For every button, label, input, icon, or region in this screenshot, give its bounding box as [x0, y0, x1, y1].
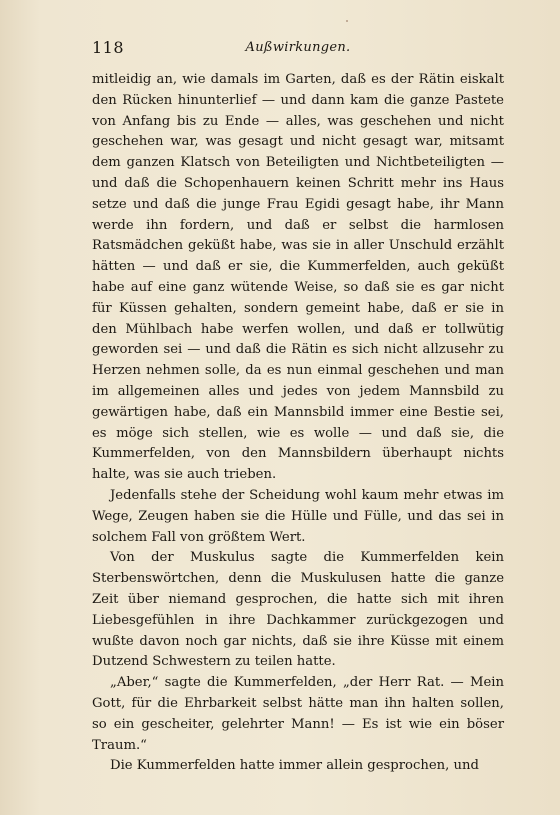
page-number: 118 — [92, 38, 125, 57]
paragraph-continued: mitleidig an, wie damals im Garten, daß es der Rätin eiskalt den Rücken hinunterlief — und dann kam die ganze Pastete von Anfang bis zu Ende — alles, was geschehen und nicht geschehen war, was gesagt und nicht gesagt war, mitsamt dem ganzen Klatsch von Beteiligten und Nichtbeteiligten — und daß die Schopenhauern keinen Schritt mehr ins Haus setze und daß die junge Frau Egidi gesagt habe, ihr Mann werde ihn fordern, und daß er selbst die harmlosen Ratsmädchen geküßt habe, was sie in aller Unschuld erzählt hätten — und daß er sie, die Kummerfelden, auch geküßt habe auf eine ganz wütende Weise, so daß sie es gar nicht für Küssen gehalten, sondern gemeint habe, daß er sie in den Mühlbach habe werfen wollen, und daß er tollwütig geworden sei — und daß die Rätin es sich nicht allzusehr zu Herzen nehmen solle, da es nun einmal geschehen und man im allgemeinen alles und jedes von jedem Mannsbild zu gewärtigen habe, daß ein Mannsbild immer eine Bestie sei, es möge sich stellen, wie es wolle — und daß sie, die Kummerfelden, von den Mannsbildern überhaupt nichts halte, was sie auch trieben. — [92, 72, 504, 483]
running-head: Außwirkungen. — [245, 40, 351, 55]
print-speck — [346, 20, 348, 22]
paragraph: Von der Muskulus sagte die Kummerfelden kein Sterbenswörtchen, denn die Muskulusen hatte die ganze Zeit über niemand gesprochen, die hatte sich mit ihren Liebesgefühlen in ihre Dachkammer zurückgezogen und wußte davon noch gar nichts, daß sie ihre Küsse mit einem Dutzend Schwestern zu teilen hatte. — [92, 550, 504, 670]
paragraph: Jedenfalls stehe der Scheidung wohl kaum mehr etwas im Wege, Zeugen haben sie die Hülle und Fülle, und das sei in solchem Fall von größtem Wert. — [92, 487, 504, 545]
paragraph-continues: Die Kummerfelden hatte immer allein gesprochen, und — [110, 758, 479, 774]
paragraph-dialogue: „Aber,“ sagte die Kummerfelden, „der Herr Rat. — Mein Gott, für die Ehrbarkeit selbst hätte man ihn halten sollen, so ein gescheiter, gelehrter Mann! — Es ist wie ein böser Traum.“ — [92, 675, 504, 753]
page-header — [92, 38, 504, 60]
page-body — [92, 70, 504, 777]
